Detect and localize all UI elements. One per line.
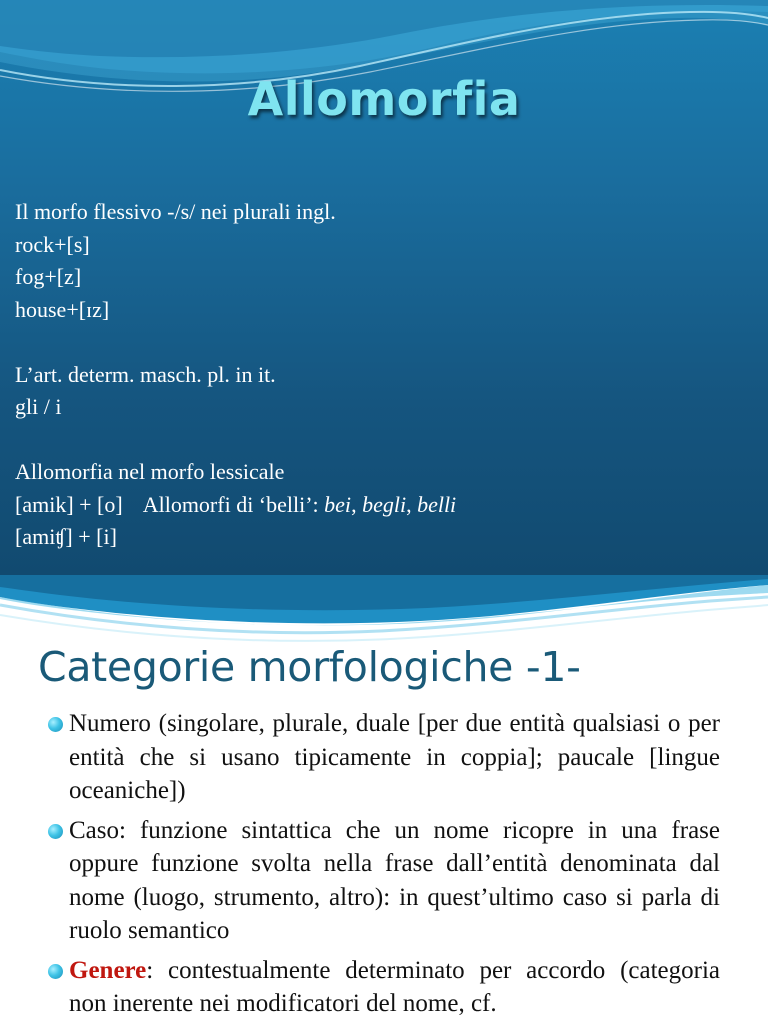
text-line: fog+[z] [15, 264, 82, 289]
slide-body [15, 196, 755, 554]
list-item-genere [48, 954, 720, 1021]
list-item-text: Caso: funzione sintattica che un nome ricopre in una frase oppure funzione svolta nella frase dall’entità denominata dal nome (luogo, strumento, altro): in quest’ultimo caso si parla di ruolo semantico [69, 816, 720, 944]
list-item-text: : contestualmente determinato per accordo (categoria non inerente nei modificatori del nome, cf. [69, 956, 720, 1017]
slide-title: Categorie morfologiche -1- [38, 643, 581, 691]
separator: , [406, 491, 418, 517]
spacer [15, 424, 755, 457]
text-line [15, 489, 755, 522]
slide-title: Allomorfia [247, 72, 521, 126]
text-line: Allomorfia nel morfo lessicale [15, 459, 285, 484]
text-line: L’art. determ. masch. pl. in it. [15, 361, 276, 387]
slide-categorie-morfologiche [0, 575, 768, 1024]
bullet-icon [48, 824, 63, 839]
list-item-caso [48, 814, 720, 948]
text-line: gli / i [15, 394, 62, 419]
text-line: house+[ɪz] [15, 296, 110, 322]
text-line: Il morfo flessivo -/s/ nei plurali ingl. [15, 199, 336, 224]
morph-example: [amik] + [o] [15, 491, 123, 517]
spacer [15, 326, 755, 359]
allomorph-bei: bei [324, 491, 352, 517]
text-line: rock+[s] [15, 231, 90, 257]
allomorph-belli: belli [417, 491, 457, 517]
highlighted-term: Genere [69, 956, 147, 984]
allomorph-begli: begli [362, 491, 407, 517]
text-line: [amiʧ] + [i] [15, 524, 117, 549]
bullet-icon [48, 964, 63, 979]
category-list [48, 707, 720, 1024]
list-item-numero [48, 707, 720, 808]
bullet-icon [48, 717, 63, 732]
separator: , [351, 491, 363, 517]
allomorph-label: Allomorfi di ‘belli’: [142, 491, 325, 517]
list-item-text: Numero (singolare, plurale, duale [per due entità qualsiasi o per entità che si usano tipicamente in coppia]; paucale [lingue oceaniche]) [69, 710, 720, 804]
